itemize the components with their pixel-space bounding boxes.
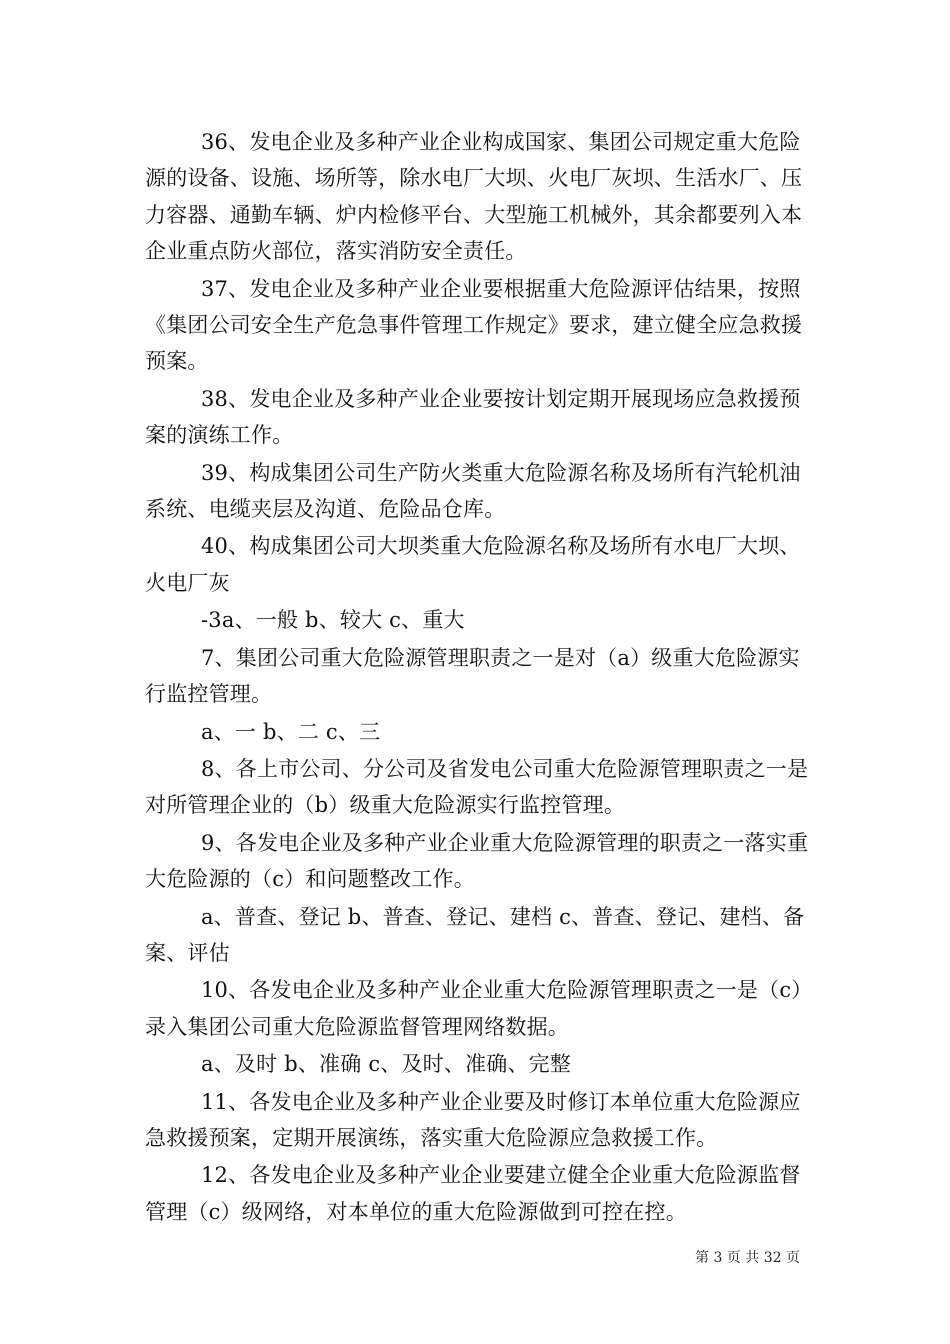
paragraph-7: 7、集团公司重大危险源管理职责之一是对（a）级重大危险源实行监控管理。 — [145, 645, 800, 707]
page-number-footer: 第 3 页 共 32 页 — [695, 1250, 800, 1266]
options-line-3: a、普查、登记 b、普查、登记、建档 c、普查、登记、建档、备案、评估 — [145, 904, 805, 965]
options-line-1: -3a、一般 b、较大 c、重大 — [201, 608, 465, 633]
paragraph-38: 38、发电企业及多种产业企业要按计划定期开展现场应急救援预案的演练工作。 — [145, 386, 801, 448]
paragraph-37: 37、发电企业及多种产业企业要根据重大危险源评估结果，按照《集团公司安全生产危急事件管理工作规定》要求，建立健全应急救援预案。 — [145, 276, 803, 374]
paragraph-8: 8、各上市公司、分公司及省发电公司重大危险源管理职责之一是对所管理企业的（b）级重大危险源实行监控管理。 — [145, 756, 809, 818]
options-line-4: a、及时 b、准确 c、及时、准确、完整 — [201, 1052, 572, 1077]
paragraph-11: 11、各发电企业及多种产业企业要及时修订本单位重大危险源应急救援预案，定期开展演练，落实重大危险源应急救援工作。 — [145, 1089, 801, 1150]
paragraph-12: 12、各发电企业及多种产业企业要建立健全企业重大危险源监督管理（c）级网络，对本单位的重大危险源做到可控在控。 — [145, 1163, 801, 1224]
paragraph-9: 9、各发电企业及多种产业企业重大危险源管理的职责之一落实重大危险源的（c）和问题整改工作。 — [145, 830, 809, 892]
options-line-2: a、一 b、二 c、三 — [201, 719, 381, 744]
paragraph-39: 39、构成集团公司生产防火类重大危险源名称及场所有汽轮机油系统、电缆夹层及沟道、危险品仓库。 — [145, 460, 801, 522]
paragraph-10: 10、各发电企业及多种产业企业重大危险源管理职责之一是（c）录入集团公司重大危险源监督管理网络数据。 — [145, 978, 802, 1039]
document-body — [145, 124, 810, 1231]
paragraph-36: 36、发电企业及多种产业企业构成国家、集团公司规定重大危险源的设备、设施、场所等，除水电厂大坝、火电厂灰坝、生活水厂、压力容器、通勤车辆、炉内检修平台、大型施工机械外，其余都要列入本企业重点防火部位，落实消防安全责任。 — [145, 130, 803, 264]
paragraph-40: 40、构成集团公司大坝类重大危险源名称及场所有水电厂大坝、火电厂灰 — [145, 534, 801, 595]
